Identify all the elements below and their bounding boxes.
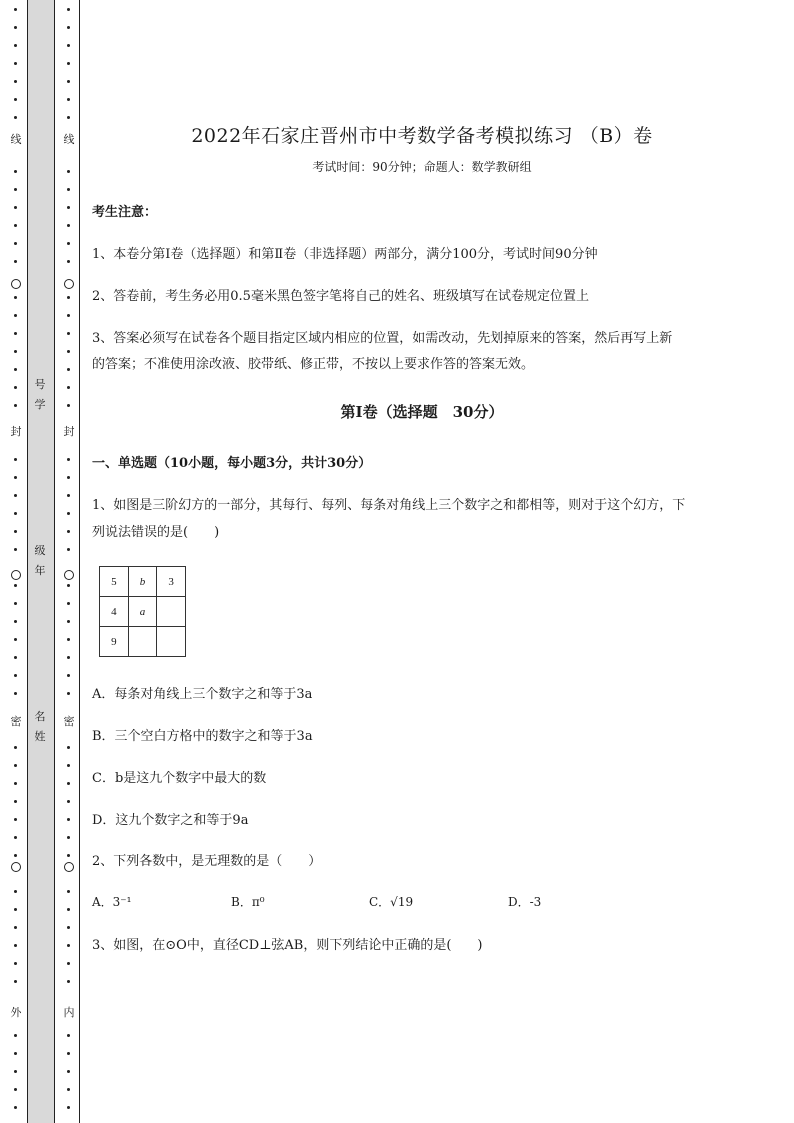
cut-line-dot — [14, 188, 17, 191]
cut-line-dot — [14, 602, 17, 605]
cut-line-dot — [14, 8, 17, 11]
cut-line-dot — [14, 548, 17, 551]
cut-line-dot — [14, 26, 17, 29]
cut-line-dot — [14, 116, 17, 119]
cut-line-dot — [67, 692, 70, 695]
grid-cell: b — [128, 567, 157, 597]
cut-mark-feng: 封 — [10, 425, 22, 438]
question-2-option-b: B．π⁰ — [231, 895, 265, 909]
question-1-stem: 1、如图是三阶幻方的一部分，其每行、每列、每条对角线上三个数字之和都相等，则对于这个幻方，下 — [92, 498, 686, 513]
cut-line-dot — [67, 404, 70, 407]
field-student-number: 号 学 — [34, 378, 46, 411]
field-name: 名 姓 — [34, 710, 46, 743]
cut-line-dot — [67, 476, 70, 479]
cut-line-dot — [67, 512, 70, 515]
cut-line-dot — [67, 620, 70, 623]
cut-line-dot — [67, 44, 70, 47]
cut-line-dot — [14, 458, 17, 461]
cut-line-dot — [14, 854, 17, 857]
cut-mark-xian: 线 — [10, 133, 22, 146]
cut-line-dot — [67, 926, 70, 929]
question-1-option-a: A．每条对角线上三个数字之和等于3a — [92, 687, 313, 702]
cut-line-dot — [67, 26, 70, 29]
cut-line-dot — [67, 332, 70, 335]
cut-line-dot — [14, 242, 17, 245]
cut-line-dot — [67, 962, 70, 965]
cut-line-dot — [67, 206, 70, 209]
cut-line-dot — [14, 764, 17, 767]
question-3-stem: 3、如图，在⊙O中，直径CD⊥弦AB，则下列结论中正确的是( ) — [92, 938, 483, 953]
cut-line-dot — [67, 944, 70, 947]
cut-mark-wai: 外 — [10, 1006, 22, 1019]
question-1-option-b: B．三个空白方格中的数字之和等于3a — [92, 729, 313, 744]
cut-line-dot — [14, 674, 17, 677]
cut-line-dot — [67, 746, 70, 749]
cut-line-dot — [67, 800, 70, 803]
cut-line-dot — [67, 836, 70, 839]
cut-line-dot — [14, 296, 17, 299]
cut-line-dot — [67, 8, 70, 11]
cut-line-dot — [67, 854, 70, 857]
cut-line-dot — [67, 818, 70, 821]
cut-mark-feng: 封 — [63, 425, 75, 438]
cut-line-dot — [14, 656, 17, 659]
notice-heading: 考生注意： — [92, 205, 158, 220]
notice-item: 3、答案必须写在试卷各个题目指定区域内相应的位置，如需改动，先划掉原来的答案，然后再写上新 — [92, 331, 673, 346]
exam-title: 2022年石家庄晋州市中考数学备考模拟练习 （B）卷 — [191, 125, 653, 147]
cut-line-dot — [14, 44, 17, 47]
cut-line-dot — [14, 1070, 17, 1073]
cut-line-dot — [67, 368, 70, 371]
cut-line-dot — [67, 62, 70, 65]
cut-line-dot — [14, 1034, 17, 1037]
cut-line-dot — [67, 350, 70, 353]
cut-mark-xian: 线 — [63, 133, 75, 146]
cut-line-dot — [67, 980, 70, 983]
cut-line-dot — [14, 62, 17, 65]
grid-cell — [128, 627, 157, 657]
grid-cell — [157, 627, 186, 657]
question-1-stem-continued: 列说法错误的是( ) — [92, 525, 220, 540]
cut-line-dot — [14, 1052, 17, 1055]
cut-line-dot — [14, 98, 17, 101]
cut-line-dot — [14, 980, 17, 983]
inner-cut-line — [62, 0, 76, 1123]
field-grade: 级 年 — [34, 544, 46, 577]
cut-line-dot — [67, 260, 70, 263]
cut-mark-mi: 密 — [10, 715, 22, 728]
circle-marker — [11, 570, 21, 580]
grid-cell: a — [128, 597, 157, 627]
circle-marker — [11, 279, 21, 289]
cut-line-dot — [14, 746, 17, 749]
cut-line-dot — [14, 782, 17, 785]
notice-item-continued: 的答案；不准使用涂改液、胶带纸、修正带，不按以上要求作答的答案无效。 — [92, 357, 535, 372]
cut-line-dot — [14, 944, 17, 947]
cut-line-dot — [67, 764, 70, 767]
cut-line-dot — [14, 638, 17, 641]
cut-line-dot — [67, 242, 70, 245]
cut-line-dot — [67, 1106, 70, 1109]
circle-marker — [64, 862, 74, 872]
cut-line-dot — [14, 530, 17, 533]
question-2-stem: 2、下列各数中，是无理数的是（ ） — [92, 854, 322, 869]
grid-cell — [157, 597, 186, 627]
cut-line-dot — [67, 530, 70, 533]
cut-mark-nei: 内 — [63, 1006, 75, 1019]
grid-cell: 5 — [100, 567, 129, 597]
cut-line-dot — [14, 962, 17, 965]
question-2-option-a: A．3⁻¹ — [92, 895, 132, 909]
cut-line-dot — [67, 1052, 70, 1055]
cut-line-dot — [14, 926, 17, 929]
cut-line-dot — [14, 692, 17, 695]
cut-line-dot — [14, 386, 17, 389]
binding-margin — [0, 0, 82, 1123]
cut-line-dot — [67, 170, 70, 173]
cut-line-dot — [14, 170, 17, 173]
circle-marker — [11, 862, 21, 872]
cut-line-dot — [67, 548, 70, 551]
cut-line-dot — [14, 314, 17, 317]
exam-subtitle: 考试时间：90分钟；命题人：数学教研组 — [312, 160, 532, 174]
cut-line-dot — [67, 890, 70, 893]
outer-cut-line — [9, 0, 23, 1123]
cut-line-dot — [14, 512, 17, 515]
question-1-option-c: C．b是这九个数字中最大的数 — [92, 771, 267, 786]
circle-marker — [64, 279, 74, 289]
cut-line-dot — [67, 908, 70, 911]
cut-line-dot — [14, 224, 17, 227]
cut-line-dot — [67, 314, 70, 317]
cut-line-dot — [14, 206, 17, 209]
cut-line-dot — [67, 1088, 70, 1091]
cut-line-dot — [14, 818, 17, 821]
cut-line-dot — [14, 890, 17, 893]
question-2-option-d: D．-3 — [508, 895, 542, 909]
question-1-option-d: D．这九个数字之和等于9a — [92, 813, 249, 828]
cut-line-dot — [67, 1070, 70, 1073]
cut-line-dot — [67, 602, 70, 605]
cut-line-dot — [67, 494, 70, 497]
cut-line-dot — [14, 260, 17, 263]
cut-line-dot — [67, 98, 70, 101]
cut-line-dot — [67, 674, 70, 677]
cut-line-dot — [14, 908, 17, 911]
cut-line-dot — [67, 458, 70, 461]
circle-marker — [64, 570, 74, 580]
cut-line-dot — [14, 1106, 17, 1109]
cut-line-dot — [14, 836, 17, 839]
cut-line-dot — [67, 782, 70, 785]
cut-line-dot — [67, 638, 70, 641]
cut-line-dot — [14, 350, 17, 353]
cut-line-dot — [67, 296, 70, 299]
notice-item: 2、答卷前，考生务必用0.5毫米黑色签字笔将自己的姓名、班级填写在试卷规定位置上 — [92, 289, 589, 304]
part-heading: 一、单选题（10小题，每小题3分，共计30分） — [92, 456, 372, 471]
cut-mark-mi: 密 — [63, 715, 75, 728]
magic-square-grid — [99, 566, 186, 657]
section-title: 第I卷（选择题 30分） — [340, 403, 504, 421]
cut-line-dot — [67, 1034, 70, 1037]
margin-rule — [79, 0, 80, 1123]
cut-line-dot — [14, 476, 17, 479]
question-2-option-c: C．√19 — [369, 895, 414, 909]
cut-line-dot — [14, 1088, 17, 1091]
cut-line-dot — [67, 584, 70, 587]
cut-line-dot — [14, 584, 17, 587]
cut-line-dot — [14, 80, 17, 83]
grid-cell: 9 — [100, 627, 129, 657]
cut-line-dot — [67, 386, 70, 389]
cut-line-dot — [14, 332, 17, 335]
grid-cell: 4 — [100, 597, 129, 627]
cut-line-dot — [67, 224, 70, 227]
notice-item: 1、本卷分第I卷（选择题）和第Ⅱ卷（非选择题）两部分，满分100分，考试时间90分钟 — [92, 247, 598, 262]
cut-line-dot — [14, 800, 17, 803]
cut-line-dot — [67, 656, 70, 659]
cut-line-dot — [14, 494, 17, 497]
cut-line-dot — [67, 80, 70, 83]
cut-line-dot — [67, 188, 70, 191]
cut-line-dot — [14, 620, 17, 623]
grid-cell: 3 — [157, 567, 186, 597]
cut-line-dot — [14, 404, 17, 407]
cut-line-dot — [67, 116, 70, 119]
cut-line-dot — [14, 368, 17, 371]
